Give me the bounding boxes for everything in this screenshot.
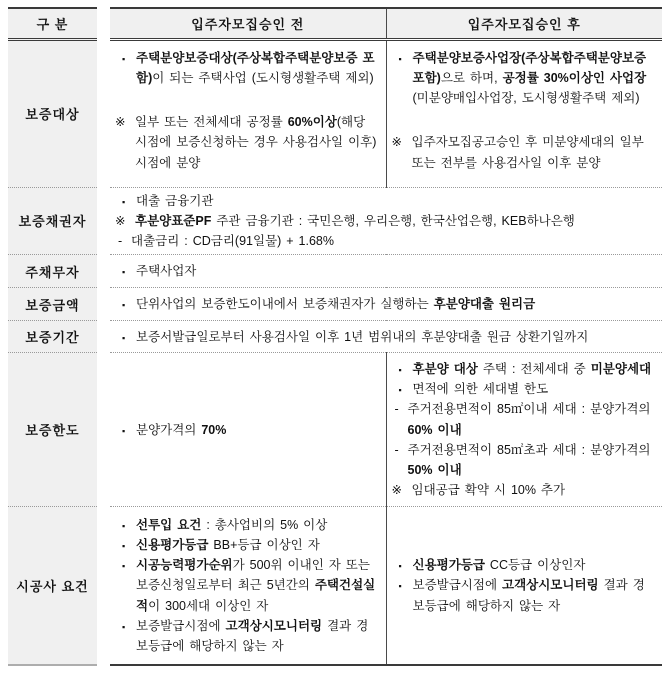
list-item [115,535,378,555]
column-gap [97,321,110,353]
bullet-marker: ▪ [398,364,402,375]
list-item-text: 후분양 대상 주택 : 전체세대 중 미분양세대 [412,361,652,376]
note-marker: ※ [391,483,402,498]
row-label-contractor-requirements: 시공사 요건 [8,507,97,665]
cell-primary-debtor [110,255,662,288]
list-item-text: 보증발급시점에 고객상시모니터링 결과 경보등급에 해당하지 않는 자 [136,618,369,654]
cell-guarantee-period [110,321,662,353]
list-item-text: 대출 금융기관 [136,193,214,208]
row-guarantee-period [8,321,662,353]
header-category: 구 분 [8,8,97,39]
list-item [115,515,378,535]
list-item [115,294,654,314]
row-label-guarantee-target: 보증대상 [8,39,97,187]
note-marker: ※ [115,115,126,129]
bullet-marker: ▪ [122,621,126,632]
column-gap [97,8,110,39]
item-list [115,515,378,657]
bullet-marker: ▪ [122,520,126,531]
item-list [115,294,654,314]
column-gap [97,353,110,507]
bullet-marker: ▪ [122,267,126,278]
list-item [115,420,378,440]
header-after-approval: 입주자모집승인 후 [386,8,662,39]
bullet-marker: ▪ [122,332,126,343]
header-row [8,8,662,39]
column-gap [97,187,110,255]
cell-guarantee-limit-after [386,353,662,507]
cell-guarantee-amount [110,288,662,321]
cell-contractor-requirements-before [110,507,386,665]
bullet-marker: ▪ [398,53,402,64]
list-item [392,480,655,500]
list-item-text: 입주자모집공고승인 후 미분양세대의 일부 또는 전부를 사용검사일 이후 분양 [411,135,644,170]
list-item [392,359,655,379]
item-list [115,191,654,252]
bullet-marker: ▪ [122,196,126,207]
dash-marker: - [118,234,123,248]
list-item-text: 면적에 의한 세대별 한도 [412,382,549,397]
list-item-text: 신용평가등급 BB+등급 이상인 자 [136,537,320,552]
row-guarantee-limit [8,353,662,507]
list-item-text: 시공능력평가순위가 500위 이내인 자 또는 보증신청일로부터 최근 5년간의 주택건설실적이 300세대 이상인 자 [136,558,376,613]
dash-marker: - [394,402,399,417]
row-guarantee-creditor [8,187,662,255]
header-before-approval: 입주자모집승인 전 [110,8,386,39]
bullet-marker: ▪ [122,300,126,311]
row-guarantee-target [8,39,662,187]
item-list [392,555,655,616]
list-item [115,231,654,251]
list-item [115,261,654,281]
bullet-marker: ▪ [398,385,402,396]
list-item-text: 주택분양보증대상(주상복합주택분양보증 포함)이 되는 주택사업 (도시형생활주택 제외) [136,50,375,85]
item-list [115,48,378,173]
note-marker: ※ [115,213,126,228]
row-label-guarantee-creditor: 보증채권자 [8,187,97,255]
row-contractor-requirements [8,507,662,665]
list-item-text: 주거전용면적이 85㎡초과 세대 : 분양가격의 50% 이내 [407,442,651,478]
cell-guarantee-creditor [110,187,662,255]
list-item-text: 분양가격의 70% [136,422,227,437]
dash-marker: - [394,442,399,457]
cell-guarantee-target-before [110,39,386,187]
guarantee-terms-table [8,7,662,666]
list-item [392,555,655,575]
list-item-text: 선투입 요건 : 총사업비의 5% 이상 [136,517,328,532]
list-item [115,191,654,211]
list-item [392,440,655,481]
list-item [392,379,655,399]
list-item [392,575,655,616]
list-item [115,112,378,173]
item-list [115,420,378,440]
list-item-text: 대출금리 : CD금리(91일물) + 1.68% [131,234,334,248]
list-item [115,211,654,231]
list-item-text: 신용평가등급 CC등급 이상인자 [412,558,586,573]
list-item-text: 후분양표준PF 주관 금융기관 : 국민은행, 우리은행, 한국산업은행, KEB하나은행 [135,213,575,228]
list-item-text: 일부 또는 전체세대 공정률 60%이상(해당 시점에 보증신청하는 경우 사용검사일 이후) 시점에 분양 [135,115,377,170]
column-gap [97,288,110,321]
list-item-text: 주택분양보증사업장(주상복합주택분양보증 포함)으로 하며, 공정률 30%이상인 사업장(미분양매입사업장, 도시형생활주택 제외) [412,50,647,105]
list-item [392,48,655,109]
list-item-text: 주거전용면적이 85㎡이내 세대 : 분양가격의 60% 이내 [407,402,651,437]
list-item-text: 단위사업의 보증한도이내에서 보증채권자가 실행하는 후분양대출 원리금 [136,297,536,312]
row-label-primary-debtor: 주채무자 [8,255,97,288]
list-item-text: 보증서발급일로부터 사용검사일 이후 1년 범위내의 후분양대출 원금 상환기일까지 [136,329,589,344]
list-item [115,327,654,347]
row-label-guarantee-period: 보증기간 [8,321,97,353]
cell-guarantee-target-after [386,39,662,187]
column-gap [97,39,110,187]
item-list [392,359,655,501]
list-item [115,48,378,89]
column-gap [97,507,110,665]
item-list [115,327,654,347]
item-list [392,48,655,173]
cell-guarantee-limit-before [110,353,386,507]
row-label-guarantee-amount: 보증금액 [8,288,97,321]
item-list [115,261,654,281]
bullet-marker: ▪ [398,561,402,572]
note-marker: ※ [391,135,402,150]
list-item-text: 임대공급 확약 시 10% 추가 [411,483,566,498]
bullet-marker: ▪ [398,581,402,592]
row-label-guarantee-limit: 보증한도 [8,353,97,507]
bullet-marker: ▪ [122,540,126,551]
row-guarantee-amount [8,288,662,321]
row-primary-debtor [8,255,662,288]
bullet-marker: ▪ [122,425,126,436]
list-item-text: 주택사업자 [136,264,197,279]
bullet-marker: ▪ [122,561,126,572]
list-item-text: 보증발급시점에 고객상시모니터링 결과 경보등급에 해당하지 않는 자 [412,578,645,613]
list-item [115,555,378,616]
list-item [392,132,655,173]
cell-contractor-requirements-after [386,507,662,665]
list-item [115,616,378,657]
bullet-marker: ▪ [122,53,126,64]
column-gap [97,255,110,288]
list-item [392,399,655,440]
